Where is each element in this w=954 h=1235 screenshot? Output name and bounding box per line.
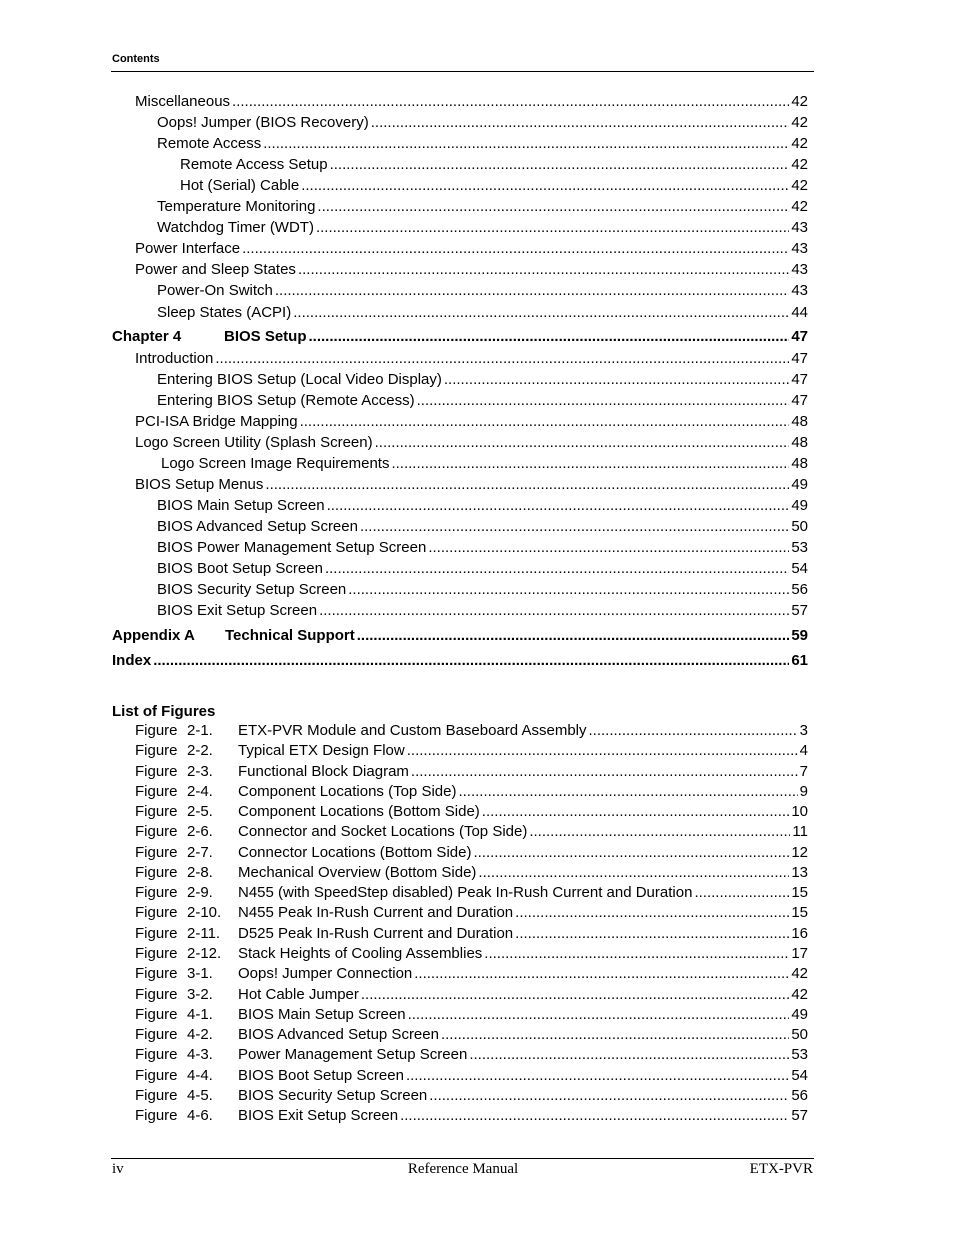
figure-title: Connector Locations (Bottom Side) bbox=[238, 844, 472, 861]
toc-entry[interactable] bbox=[157, 281, 808, 301]
figure-number: 2-6. bbox=[187, 823, 213, 840]
figure-title: BIOS Exit Setup Screen bbox=[238, 1107, 399, 1124]
toc-entry-title: Technical Support bbox=[225, 627, 355, 644]
toc-entry-title: Index bbox=[112, 652, 152, 669]
figure-entry[interactable] bbox=[135, 843, 808, 863]
footer-rule bbox=[111, 1158, 814, 1159]
figure-title: N455 (with SpeedStep disabled) Peak In-Rush Current and Duration bbox=[238, 884, 693, 901]
toc-entry-page: 49 bbox=[791, 476, 808, 493]
toc-entry-title: Logo Screen Utility (Splash Screen) bbox=[135, 434, 373, 451]
toc-entry-title: BIOS Setup Menus bbox=[135, 476, 264, 493]
toc-entry[interactable] bbox=[157, 134, 808, 154]
toc-entry[interactable] bbox=[161, 454, 808, 474]
toc-entry-page: 47 bbox=[791, 392, 808, 409]
figure-entry[interactable] bbox=[135, 903, 808, 923]
figure-word: Figure bbox=[135, 742, 178, 759]
footer-page-number: iv bbox=[112, 1161, 124, 1177]
toc-entry-title: BIOS Setup bbox=[224, 328, 307, 345]
toc-entry-title: BIOS Exit Setup Screen bbox=[157, 602, 318, 619]
toc-entry[interactable] bbox=[180, 155, 808, 175]
figure-word: Figure bbox=[135, 1107, 178, 1124]
figure-number: 4-6. bbox=[187, 1107, 213, 1124]
toc-entry-title: Temperature Monitoring bbox=[157, 198, 316, 215]
figure-word: Figure bbox=[135, 945, 178, 962]
figure-number: 2-2. bbox=[187, 742, 213, 759]
figure-word: Figure bbox=[135, 1067, 178, 1084]
figure-title: BIOS Security Setup Screen bbox=[238, 1087, 428, 1104]
figure-page: 17 bbox=[791, 945, 808, 962]
figure-number: 2-12. bbox=[187, 945, 222, 962]
figure-title: D525 Peak In-Rush Current and Duration bbox=[238, 925, 514, 942]
figure-number: 2-9. bbox=[187, 884, 213, 901]
toc-entry-page: 48 bbox=[791, 455, 808, 472]
header-rule bbox=[111, 71, 814, 72]
toc-entry-title: PCI-ISA Bridge Mapping bbox=[135, 413, 298, 430]
figure-word: Figure bbox=[135, 1046, 178, 1063]
toc-entry-page: 57 bbox=[791, 602, 808, 619]
figure-page: 15 bbox=[791, 884, 808, 901]
figure-word: Figure bbox=[135, 1006, 178, 1023]
toc-appendix-entry[interactable] bbox=[112, 626, 808, 646]
toc-entry-title: Power and Sleep States bbox=[135, 261, 296, 278]
toc-entry-page: 54 bbox=[791, 560, 808, 577]
toc-entry[interactable] bbox=[135, 433, 808, 453]
toc-entry-title: Entering BIOS Setup (Local Video Display) bbox=[157, 371, 442, 388]
figure-number: 2-1. bbox=[187, 722, 213, 739]
figure-entry[interactable] bbox=[135, 1005, 808, 1025]
toc-entry-page: 43 bbox=[791, 240, 808, 257]
figure-entry[interactable] bbox=[135, 985, 808, 1005]
toc-entry-page: 42 bbox=[791, 198, 808, 215]
figure-page: 4 bbox=[799, 742, 808, 759]
page-header-title: Contents bbox=[112, 53, 160, 65]
figure-entry[interactable] bbox=[135, 863, 808, 883]
toc-entry[interactable] bbox=[180, 176, 808, 196]
figure-word: Figure bbox=[135, 722, 178, 739]
figure-entry[interactable] bbox=[135, 822, 808, 842]
figure-number: 2-10. bbox=[187, 904, 222, 921]
toc-entry-page: 44 bbox=[791, 304, 808, 321]
figure-page: 54 bbox=[791, 1067, 808, 1084]
figure-page: 9 bbox=[799, 783, 808, 800]
toc-entry-page: 56 bbox=[791, 581, 808, 598]
figure-page: 11 bbox=[792, 823, 808, 840]
toc-entry-title: Power-On Switch bbox=[157, 282, 273, 299]
figure-title: Mechanical Overview (Bottom Side) bbox=[238, 864, 477, 881]
figure-entry[interactable] bbox=[135, 1045, 808, 1065]
toc-entry[interactable] bbox=[157, 559, 808, 579]
figure-title: Connector and Socket Locations (Top Side) bbox=[238, 823, 528, 840]
toc-entry[interactable] bbox=[135, 349, 808, 369]
figure-title: Component Locations (Top Side) bbox=[238, 783, 457, 800]
figure-title: Stack Heights of Cooling Assemblies bbox=[238, 945, 483, 962]
toc-entry-page: 50 bbox=[791, 518, 808, 535]
toc-entry-page: 49 bbox=[791, 497, 808, 514]
figure-entry[interactable] bbox=[135, 741, 808, 761]
figure-word: Figure bbox=[135, 823, 178, 840]
toc-entry-page: 42 bbox=[791, 177, 808, 194]
figure-word: Figure bbox=[135, 986, 178, 1003]
toc-entry-title: BIOS Advanced Setup Screen bbox=[157, 518, 358, 535]
toc-entry[interactable] bbox=[135, 412, 808, 432]
toc-entry-page: 42 bbox=[791, 156, 808, 173]
figure-number: 4-5. bbox=[187, 1087, 213, 1104]
toc-entry-page: 53 bbox=[791, 539, 808, 556]
list-of-figures-title: List of Figures bbox=[112, 703, 216, 720]
figure-entry[interactable] bbox=[135, 782, 808, 802]
toc-entry[interactable] bbox=[135, 475, 808, 495]
figure-page: 56 bbox=[791, 1087, 808, 1104]
figure-number: 4-4. bbox=[187, 1067, 213, 1084]
figure-page: 50 bbox=[791, 1026, 808, 1043]
figure-title: BIOS Boot Setup Screen bbox=[238, 1067, 404, 1084]
figure-page: 53 bbox=[791, 1046, 808, 1063]
figure-number: 2-5. bbox=[187, 803, 213, 820]
figure-number: 4-3. bbox=[187, 1046, 213, 1063]
toc-entry-title: Remote Access bbox=[157, 135, 262, 152]
figure-number: 4-1. bbox=[187, 1006, 213, 1023]
footer-document-title: Reference Manual bbox=[407, 1161, 519, 1177]
toc-entry[interactable] bbox=[157, 517, 808, 537]
figure-word: Figure bbox=[135, 783, 178, 800]
toc-entry-title: Hot (Serial) Cable bbox=[180, 177, 300, 194]
figure-title: Component Locations (Bottom Side) bbox=[238, 803, 480, 820]
figure-entry[interactable] bbox=[135, 802, 808, 822]
figure-title: Hot Cable Jumper bbox=[238, 986, 359, 1003]
toc-entry-title: BIOS Main Setup Screen bbox=[157, 497, 325, 514]
figure-number: 4-2. bbox=[187, 1026, 213, 1043]
figure-page: 12 bbox=[791, 844, 808, 861]
toc-entry[interactable] bbox=[157, 370, 808, 390]
toc-entry-title: Introduction bbox=[135, 350, 214, 367]
figure-page: 42 bbox=[791, 965, 808, 982]
toc-entry-page: 43 bbox=[791, 219, 808, 236]
toc-entry-title: Watchdog Timer (WDT) bbox=[157, 219, 314, 236]
figure-number: 2-4. bbox=[187, 783, 213, 800]
toc-entry-page: 43 bbox=[791, 261, 808, 278]
figure-title: Functional Block Diagram bbox=[238, 763, 409, 780]
toc-entry-page: 61 bbox=[791, 652, 808, 669]
figure-title: Oops! Jumper Connection bbox=[238, 965, 413, 982]
figure-entry[interactable] bbox=[135, 924, 808, 944]
toc-entry[interactable] bbox=[157, 580, 808, 600]
figure-title: BIOS Advanced Setup Screen bbox=[238, 1026, 439, 1043]
toc-entry[interactable] bbox=[135, 260, 808, 280]
figure-number: 2-7. bbox=[187, 844, 213, 861]
figure-page: 57 bbox=[791, 1107, 808, 1124]
toc-entry[interactable] bbox=[157, 113, 808, 133]
figure-entry[interactable] bbox=[135, 1106, 808, 1126]
toc-entry-title: BIOS Boot Setup Screen bbox=[157, 560, 323, 577]
figure-word: Figure bbox=[135, 803, 178, 820]
figure-word: Figure bbox=[135, 1026, 178, 1043]
toc-entry-page: 42 bbox=[791, 135, 808, 152]
toc-entry[interactable] bbox=[157, 601, 808, 621]
figure-number: 2-8. bbox=[187, 864, 213, 881]
figure-entry[interactable] bbox=[135, 964, 808, 984]
figure-page: 3 bbox=[799, 722, 808, 739]
figure-number: 2-3. bbox=[187, 763, 213, 780]
toc-entry-page: 48 bbox=[791, 434, 808, 451]
figure-title: Typical ETX Design Flow bbox=[238, 742, 405, 759]
toc-entry[interactable] bbox=[157, 303, 808, 323]
toc-index-entry[interactable] bbox=[112, 651, 808, 671]
toc-entry[interactable] bbox=[157, 218, 808, 238]
toc-entry-page: 47 bbox=[791, 350, 808, 367]
toc-entry-title: Logo Screen Image Requirements bbox=[161, 455, 390, 472]
toc-entry-page: 47 bbox=[791, 328, 808, 345]
figure-title: Power Management Setup Screen bbox=[238, 1046, 468, 1063]
figure-page: 10 bbox=[791, 803, 808, 820]
toc-entry-title: BIOS Power Management Setup Screen bbox=[157, 539, 427, 556]
footer-product-name: ETX-PVR bbox=[749, 1161, 813, 1177]
toc-entry-title: Miscellaneous bbox=[135, 93, 231, 110]
toc-chapter-entry[interactable] bbox=[112, 327, 808, 347]
figure-page: 7 bbox=[799, 763, 808, 780]
toc-entry-page: 42 bbox=[791, 93, 808, 110]
figure-word: Figure bbox=[135, 763, 178, 780]
figure-word: Figure bbox=[135, 864, 178, 881]
toc-entry-page: 48 bbox=[791, 413, 808, 430]
figure-title: ETX-PVR Module and Custom Baseboard Assembly bbox=[238, 722, 587, 739]
figure-entry[interactable] bbox=[135, 1025, 808, 1045]
toc-chapter-label: Chapter 4 bbox=[112, 328, 182, 345]
toc-entry[interactable] bbox=[157, 391, 808, 411]
toc-entry-page: 59 bbox=[791, 627, 808, 644]
figure-number: 3-1. bbox=[187, 965, 213, 982]
figure-title: BIOS Main Setup Screen bbox=[238, 1006, 406, 1023]
toc-entry[interactable] bbox=[135, 92, 808, 112]
figure-word: Figure bbox=[135, 925, 178, 942]
figure-page: 16 bbox=[791, 925, 808, 942]
toc-entry-page: 42 bbox=[791, 114, 808, 131]
figure-word: Figure bbox=[135, 884, 178, 901]
toc-appendix-label: Appendix A bbox=[112, 627, 195, 644]
toc-entry-title: Sleep States (ACPI) bbox=[157, 304, 292, 321]
toc-entry[interactable] bbox=[135, 239, 808, 259]
figure-page: 15 bbox=[791, 904, 808, 921]
toc-entry[interactable] bbox=[157, 496, 808, 516]
figure-title: N455 Peak In-Rush Current and Duration bbox=[238, 904, 514, 921]
figure-page: 49 bbox=[791, 1006, 808, 1023]
toc-entry-title: Remote Access Setup bbox=[180, 156, 328, 173]
figure-word: Figure bbox=[135, 965, 178, 982]
toc-entry-page: 47 bbox=[791, 371, 808, 388]
figure-number: 2-11. bbox=[187, 925, 221, 942]
figure-number: 3-2. bbox=[187, 986, 213, 1003]
figure-entry[interactable] bbox=[135, 944, 808, 964]
toc-entry-title: BIOS Security Setup Screen bbox=[157, 581, 347, 598]
figure-entry[interactable] bbox=[135, 883, 808, 903]
toc-entry-title: Oops! Jumper (BIOS Recovery) bbox=[157, 114, 369, 131]
toc-entry-title: Entering BIOS Setup (Remote Access) bbox=[157, 392, 415, 409]
toc-entry[interactable] bbox=[157, 197, 808, 217]
figure-entry[interactable] bbox=[135, 1086, 808, 1106]
toc-entry-title: Power Interface bbox=[135, 240, 241, 257]
toc-entry[interactable] bbox=[157, 538, 808, 558]
figure-word: Figure bbox=[135, 904, 178, 921]
figure-page: 13 bbox=[791, 864, 808, 881]
figure-word: Figure bbox=[135, 1087, 178, 1104]
figure-entry[interactable] bbox=[135, 762, 808, 782]
figure-word: Figure bbox=[135, 844, 178, 861]
figure-page: 42 bbox=[791, 986, 808, 1003]
figure-entry[interactable] bbox=[135, 721, 808, 741]
toc-entry-page: 43 bbox=[791, 282, 808, 299]
figure-entry[interactable] bbox=[135, 1066, 808, 1086]
